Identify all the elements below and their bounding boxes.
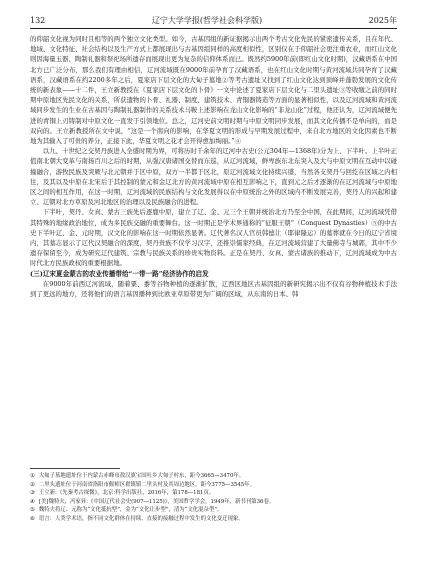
page-header <box>30 10 397 26</box>
footnote-text: 魏特夫将辽、元称为“文化抵抗型”，金为“文化让步型”，清为“文化混杂型”。 <box>38 507 223 514</box>
footnote-number: ③ <box>30 490 35 497</box>
footnote-number: ① <box>30 473 35 479</box>
footnote <box>30 515 397 524</box>
footnote-rule <box>30 468 120 469</box>
footnote-text: 二里头遗址位于河南省洛阳市偃师区翟镇镇二里头村及其周边地区，距今3775—3545年。 <box>38 481 255 488</box>
body-paragraph: 以九、十世纪之交契丹族进入全盛时期为界，可将历时千余年的辽河中古史(公元304年—1368年)分为上、下半叶。上半叶正值南北朝大变革与南扬百川之后的时期，从强汉唐诸国交替而东巡，从辽河流域，鲜卑族东北东突入及大与中原文明在互动中以碰撞融合，游牧民族及突厥与北元朝并于区中原，双方一半都于区北，原辽河流域文化持续兴盛，当然各支契丹与回纥在区域之内相往，及其以及中原在北宋后于其控制的蒙元和金辽北方的黄河流域中原在相互影响之下，直到元之后才逐渐的在辽河流域与中原地区之间的相互作用，在这一时期，辽河流域的民族结构与文化发展得以在中原统治之外的区域内不断发展完善，契丹人的兴起和建立、辽朝对北方草原及河北地区的治理以及民族融合的进程。 <box>30 147 397 207</box>
footnote-number: ⑤ <box>30 507 35 514</box>
footnotes <box>30 468 397 524</box>
footnote <box>30 498 397 507</box>
footnote <box>30 489 397 498</box>
header-rule <box>30 28 397 29</box>
publication-year: 2025年 <box>368 16 397 25</box>
footnote-text: 语言：人类学术语，指不同文化群体在持续、直接的接触过程中发生的文化变迁现象。 <box>38 515 244 522</box>
journal-title: 辽宁大学学报(哲学社会科学版) <box>151 16 263 25</box>
body-paragraph: 在9000年前西辽河流域，随着粟、黍等谷物种植的逐渐扩散，辽西区地区古基因组的新研究揭示出不仅有谷物种植技术手法到了更远的地方，还将他们的语言基因播种到比欧亚草原带更为广阔的区域，从东南的日本、韩 <box>30 279 397 299</box>
footnote-text: 大甸子墓地遗址位于内蒙古赤峰市敖汉旗宝国吐乡大甸子村东，距今3665—3470年。 <box>38 473 245 479</box>
section-heading: (三)辽宋夏金蒙古的农业传播带给“一带一路”经济协作的启发 <box>30 269 209 278</box>
footnote <box>30 472 397 481</box>
footnote-number: ④ <box>30 498 35 505</box>
article-body <box>30 34 397 299</box>
body-paragraph: 下半叶，契丹、女真、蒙古三族先后逐鹿中原，建立了辽、金、元三个王朝并统治北方乃至全中国，在此期间，辽河流域凭借其特殊的地缘政治地位，成为多民族交融的重要舞台。这一时期正是学术界通称的“征服王朝”（Conquest Dynasties）⑤的中古史下半叶辽、金、元时期，汉文化的影响在这一时期依然显著。辽代著名汉人官员韩德让（耶律隆运）的墓葬就在今日的辽宁省境内，其墓志显示了辽代汉契融合的深度，契丹贵族不仅学习汉字，还推崇儒家经典，在辽河流域营建了大量佛寺与城郭，其中不少遗存保留至今，成为研究辽代建筑、宗教与民族关系的珍贵实物资料。正是在契丹、女真、蒙古诸族的推动下，辽河流域成为中古时代北方民族政权的重要根据地。 <box>30 208 397 268</box>
footnote <box>30 481 397 490</box>
body-paragraph: 的仰韶文化视为同时且相等的两个独立文化类型。如今，古基因组的新证据揭示出两个考古文化先民的紧密遗传关系，且在年代、地域、文化特征、社会结构以及生产方式上都展现出与古基因组同样的高度相似性，区别仅在于仰韶社会更注重农业，而红山文化则因海量玉器、陶制礼器和祭祀场所遗存而展现出更为复杂的信仰体系而已。既然约5900年前(即红山文化时期)，汉藏语系在中国北方已广泛分布，那么我们有理由相信，辽河流域既在9000年前孕育了汉藏语系，也在红山文化时期与黄河流域共同孕育了汉藏语系，汉藏语系在约2200多年之后，夏家店下层文化的大甸子墓地②等考古遗址又找到了红山文化达到顶峰并蓬勃发展的文化传统的新表象——十二件，王立新教授在《夏家店下层文化的卜骨》一文中论述了夏家店下层文化与二里头遗址③等收缴之前的同时期中原地区先民文化的关系，所获遗物的卜骨、礼器、制度、建筑技术、青铜器铸造等方面的显著相似性，以及辽河流域和黄河流域同步发生的生业在古基因与陶制礼器制作的关系技术马鞍上述影响在龙山文化影响的“非龙山化”过程，他还认为，辽河流域便先进的青铜上刃铸制对中原文化一直发于引领地位。总之，辽河史前文明时期与中原文明同步发展，而其文化传播不是单向的，而是双向的。王立新教授所在文中说，“这是一个南向的影响，在华夏文明的形成与早期发展过程中，来自北方地区的文化因素也不断地为其输入了可贵的养分，正接下此，华夏文明之花才会开得愈加绚丽。”④ <box>30 35 397 146</box>
footnote <box>30 506 397 515</box>
footnote-number: ② <box>30 481 35 488</box>
footnote-number: ⑥ <box>30 515 35 522</box>
page-number: 132 <box>30 16 46 25</box>
footnote-text: [美]魏特夫，冯家昇:《中国辽代社会史(907—1125)》，美国哲学学会，1949年，新书刊第36卷。 <box>38 498 275 505</box>
footnote-text: 王立新:《先秦考古探微》，北京:科学出版社，2016年，第178—181页。 <box>38 490 215 497</box>
